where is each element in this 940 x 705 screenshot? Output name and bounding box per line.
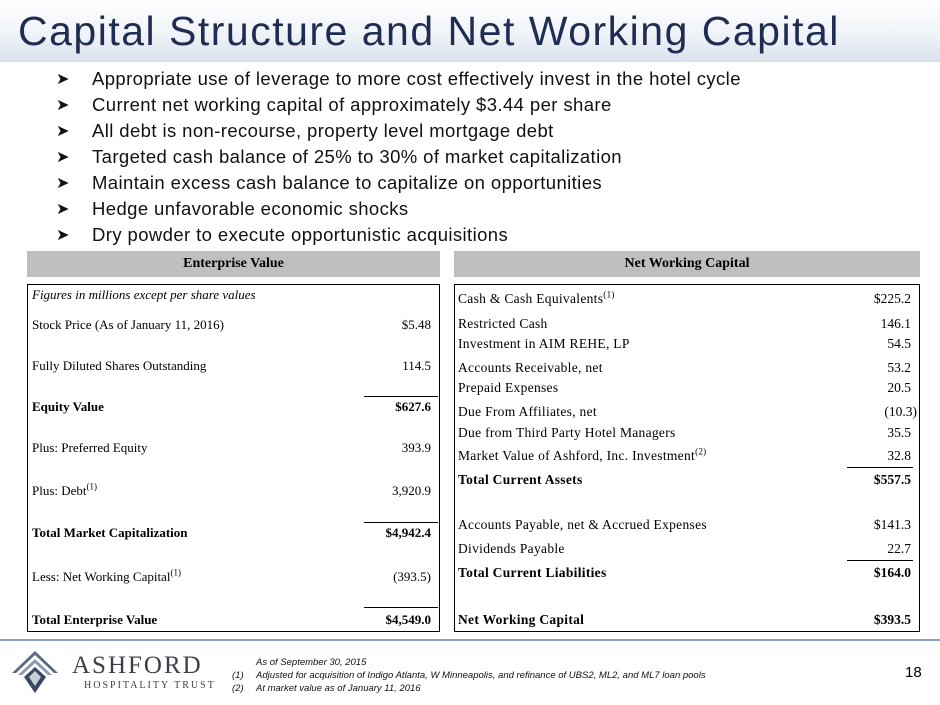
table-row — [455, 425, 919, 443]
bullet-item — [56, 118, 926, 144]
bullet-list — [56, 66, 926, 248]
table-row — [28, 525, 439, 543]
row-value: $4,942.4 — [385, 525, 431, 540]
table-row — [28, 569, 439, 587]
table-row — [455, 448, 919, 466]
subtotal-rule — [364, 607, 438, 608]
row-value: (10.3) — [884, 404, 917, 419]
footnote — [232, 656, 706, 669]
row-value: 32.8 — [887, 448, 911, 463]
table-row — [455, 336, 919, 354]
row-label: Accounts Receivable, net — [458, 360, 603, 375]
label-text: Cash & Cash Equivalents — [458, 291, 604, 306]
row-label: Total Enterprise Value — [32, 612, 158, 627]
arrow-bullet-icon: ➤ — [56, 201, 70, 218]
bullet-item — [56, 196, 926, 222]
footnote-number — [232, 656, 256, 669]
row-value: (393.5) — [393, 569, 431, 584]
footnote-number: (2) — [232, 683, 244, 694]
row-label: Due from Third Party Hotel Managers — [458, 425, 676, 440]
row-label: Plus: Preferred Equity — [32, 440, 148, 455]
row-label: Accounts Payable, net & Accrued Expenses — [458, 517, 707, 532]
bullet-text: All debt is non-recourse, property level mortgage debt — [92, 120, 554, 141]
footnote — [232, 682, 706, 695]
net-working-capital-table — [454, 284, 920, 632]
footnote-mark: (2) — [695, 446, 707, 457]
row-value: $4,549.0 — [385, 612, 431, 627]
footnote-mark: (1) — [86, 481, 98, 492]
row-label — [32, 483, 97, 499]
footnote-mark: (1) — [170, 567, 181, 578]
bullet-text: Appropriate use of leverage to more cost effectively invest in the hotel cycle — [92, 68, 741, 89]
table-row — [28, 399, 439, 417]
net-working-capital-header: Net Working Capital — [454, 251, 920, 277]
table-row — [455, 517, 919, 535]
table-row — [28, 483, 439, 501]
footnote-number: (1) — [232, 670, 244, 681]
table-row — [455, 360, 919, 378]
table-row — [455, 612, 919, 630]
row-value: 114.5 — [402, 358, 431, 373]
row-value: 146.1 — [880, 316, 911, 331]
row-label: Total Current Liabilities — [458, 565, 607, 580]
footnotes — [232, 656, 706, 695]
title-bar — [0, 0, 940, 62]
bullet-item — [56, 170, 926, 196]
row-value: 20.5 — [887, 380, 911, 395]
arrow-bullet-icon: ➤ — [56, 97, 70, 114]
row-label: Prepaid Expenses — [458, 380, 559, 395]
table-row — [28, 440, 439, 458]
footnote-text: As of September 30, 2015 — [256, 657, 367, 668]
row-value: $164.0 — [873, 565, 911, 580]
bullet-item — [56, 66, 926, 92]
table-row — [28, 358, 439, 376]
table-row — [28, 612, 439, 630]
row-label: Total Market Capitalization — [32, 525, 188, 540]
table-row — [455, 316, 919, 334]
row-value: $5.48 — [401, 317, 431, 332]
row-label: Stock Price (As of January 11, 2016) — [32, 317, 224, 332]
row-value: 393.9 — [401, 440, 431, 455]
bullet-item — [56, 92, 926, 118]
row-label: Equity Value — [32, 399, 104, 414]
label-text: Market Value of Ashford, Inc. Investment — [458, 448, 696, 463]
ev-note: Figures in millions except per share values — [32, 287, 256, 302]
row-value: 35.5 — [887, 425, 911, 440]
arrow-bullet-icon: ➤ — [56, 123, 70, 140]
bullet-text: Dry powder to execute opportunistic acquisitions — [92, 224, 509, 245]
table-row — [28, 317, 439, 335]
page-title: Capital Structure and Net Working Capital — [18, 8, 840, 54]
arrow-bullet-icon: ➤ — [56, 149, 70, 166]
row-value: 3,920.9 — [392, 483, 431, 498]
table-row — [455, 565, 919, 583]
enterprise-value-table — [27, 284, 440, 632]
table-row — [455, 380, 919, 398]
bullet-item — [56, 144, 926, 170]
footnote — [232, 669, 706, 682]
row-label — [32, 569, 181, 585]
table-row — [455, 404, 919, 422]
row-value: $627.6 — [395, 399, 431, 414]
footnote-mark: (1) — [603, 289, 615, 300]
subtotal-rule — [364, 522, 438, 523]
label-text: Plus: Debt — [32, 483, 87, 498]
row-label: Due From Affiliates, net — [458, 404, 597, 419]
row-label — [458, 291, 615, 307]
subtotal-rule — [847, 467, 913, 468]
row-value: 54.5 — [887, 336, 911, 351]
table-row — [455, 291, 919, 309]
label-text: Less: Net Working Capital — [32, 569, 171, 584]
ev-note-row — [28, 287, 439, 305]
row-label: Dividends Payable — [458, 541, 565, 556]
enterprise-value-header: Enterprise Value — [27, 251, 440, 277]
row-label — [458, 448, 706, 464]
subtotal-rule — [847, 560, 913, 561]
bullet-text: Hedge unfavorable economic shocks — [92, 198, 409, 219]
row-value: $141.3 — [873, 517, 911, 532]
row-label: Restricted Cash — [458, 316, 548, 331]
subtotal-rule — [364, 396, 438, 397]
bullet-item — [56, 222, 926, 248]
arrow-bullet-icon: ➤ — [56, 175, 70, 192]
brand-name: ASHFORD — [72, 652, 203, 679]
arrow-bullet-icon: ➤ — [56, 71, 70, 88]
ashford-logo-icon — [10, 649, 60, 695]
page-number: 18 — [905, 664, 922, 681]
row-label: Total Current Assets — [458, 472, 583, 487]
arrow-bullet-icon: ➤ — [56, 227, 70, 244]
bullet-text: Current net working capital of approximately $3.44 per share — [92, 94, 612, 115]
row-value: 53.2 — [887, 360, 911, 375]
footnote-text: At market value as of January 11, 2016 — [256, 683, 421, 694]
brand-subtitle: HOSPITALITY TRUST — [84, 680, 216, 691]
bullet-text: Targeted cash balance of 25% to 30% of market capitalization — [92, 146, 622, 167]
footer-rule — [0, 639, 940, 641]
row-value: 22.7 — [887, 541, 911, 556]
row-label: Investment in AIM REHE, LP — [458, 336, 630, 351]
row-value: $393.5 — [873, 612, 911, 627]
bullet-text: Maintain excess cash balance to capitalize on opportunities — [92, 172, 603, 193]
row-value: $557.5 — [873, 472, 911, 487]
footnote-text: Adjusted for acquisition of Indigo Atlanta, W Minneapolis, and refinance of UBS2, ML2, and ML7 loan pools — [256, 670, 706, 681]
table-row — [455, 472, 919, 490]
row-value: $225.2 — [873, 291, 911, 306]
table-row — [455, 541, 919, 559]
row-label: Fully Diluted Shares Outstanding — [32, 358, 207, 373]
row-label: Net Working Capital — [458, 612, 585, 627]
